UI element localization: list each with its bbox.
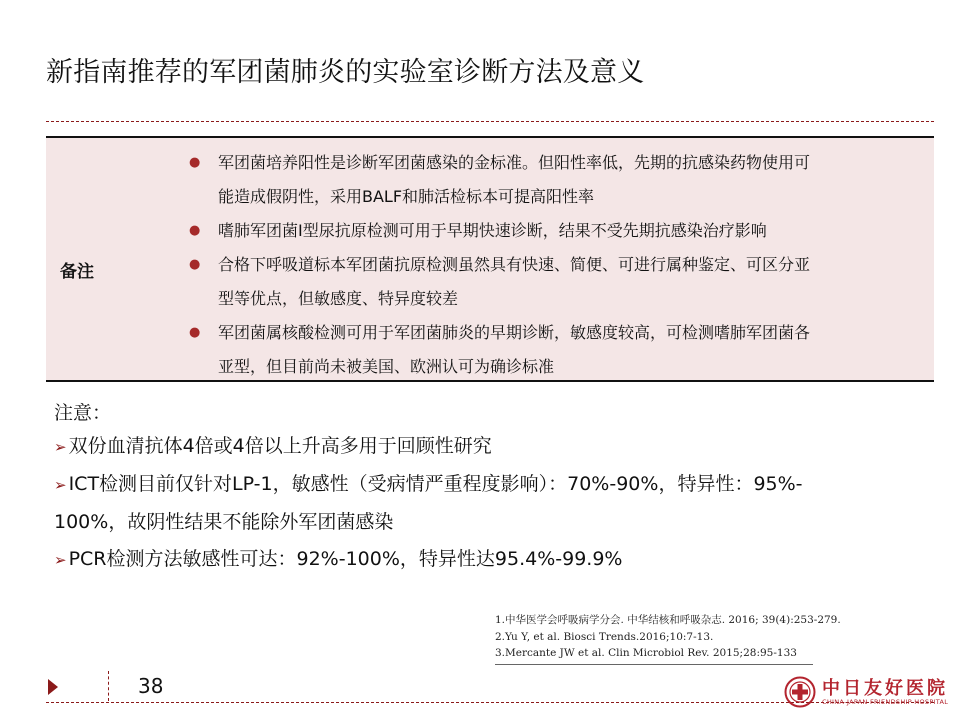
title-divider [46, 121, 934, 122]
remarks-table [46, 136, 934, 382]
notice-text: 双份血清抗体4倍或4倍以上升高多用于回顾性研究 [68, 435, 492, 457]
arrow-right-icon: ➢ [54, 551, 67, 569]
references [495, 612, 841, 662]
slide-title: 新指南推荐的军团菌肺炎的实验室诊断方法及意义 [46, 57, 645, 88]
footer-separator [108, 671, 109, 701]
remarks-label: 备注 [60, 262, 94, 282]
arrow-right-icon: ➢ [54, 476, 67, 494]
remarks-text: 合格下呼吸道标本军团菌抗原检测虽然具有快速、简便、可进行属种鉴定、可区分亚 [218, 255, 811, 274]
remarks-line [186, 316, 918, 350]
reference-underline [495, 664, 813, 665]
logo-name-cn: 中日友好医院 [822, 678, 948, 699]
notice-list [54, 428, 914, 579]
triangle-right-icon [48, 679, 58, 695]
notice-heading: 注意： [54, 402, 112, 424]
remarks-line [186, 248, 918, 282]
reference-item: 1.中华医学会呼吸病学分会. 中华结核和呼吸杂志. 2016; 39(4):253-279. [495, 614, 841, 626]
remarks-text: 型等优点，但敏感度、特异度较差 [218, 289, 459, 308]
reference-item: 2.Yu Y, et al. Biosci Trends.2016;10:7-13. [495, 630, 714, 643]
bullet-icon: ● [189, 325, 201, 340]
notice-item [54, 504, 914, 541]
remarks-line [186, 214, 918, 248]
bullet-icon: ● [189, 155, 201, 170]
remarks-text: 军团菌培养阳性是诊断军团菌感染的金标准。但阳性率低，先期的抗感染药物使用可 [218, 153, 811, 172]
notice-item [54, 466, 914, 504]
bullet-icon: ● [189, 257, 201, 272]
notice-item [54, 541, 914, 579]
hospital-emblem-icon [784, 676, 816, 708]
arrow-right-icon: ➢ [54, 438, 67, 456]
page-number: 38 [138, 674, 164, 698]
remarks-text: 嗜肺军团菌I型尿抗原检测可用于早期快速诊断，结果不受先期抗感染治疗影响 [218, 221, 767, 240]
remarks-line [186, 146, 918, 180]
reference-item: 3.Mercante JW et al. Clin Microbiol Rev. 2015;28:95-133 [495, 647, 797, 659]
remarks-line [186, 350, 918, 384]
remarks-list [186, 146, 918, 384]
notice-text: ICT检测目前仅针对LP-1，敏感性（受病情严重程度影响）：70%-90%，特异性：95%- [68, 473, 803, 495]
remarks-line [186, 282, 918, 316]
notice-text: 100%，故阴性结果不能除外军团菌感染 [54, 511, 394, 533]
remarks-text: 能造成假阴性，采用BALF和肺活检标本可提高阳性率 [218, 187, 595, 206]
remarks-text: 军团菌属核酸检测可用于军团菌肺炎的早期诊断，敏感度较高，可检测嗜肺军团菌各 [218, 323, 811, 342]
notice-item [54, 428, 914, 466]
notice-text: PCR检测方法敏感性可达：92%-100%，特异性达95.4%-99.9% [68, 548, 623, 570]
hospital-logo [784, 674, 949, 712]
logo-name-en: CHINA-JAPAN FRIENDSHIP HOSPITAL [822, 698, 949, 706]
remarks-text: 亚型，但目前尚未被美国、欧洲认可为确诊标准 [218, 357, 555, 376]
remarks-line [186, 180, 918, 214]
bullet-icon: ● [189, 223, 201, 238]
